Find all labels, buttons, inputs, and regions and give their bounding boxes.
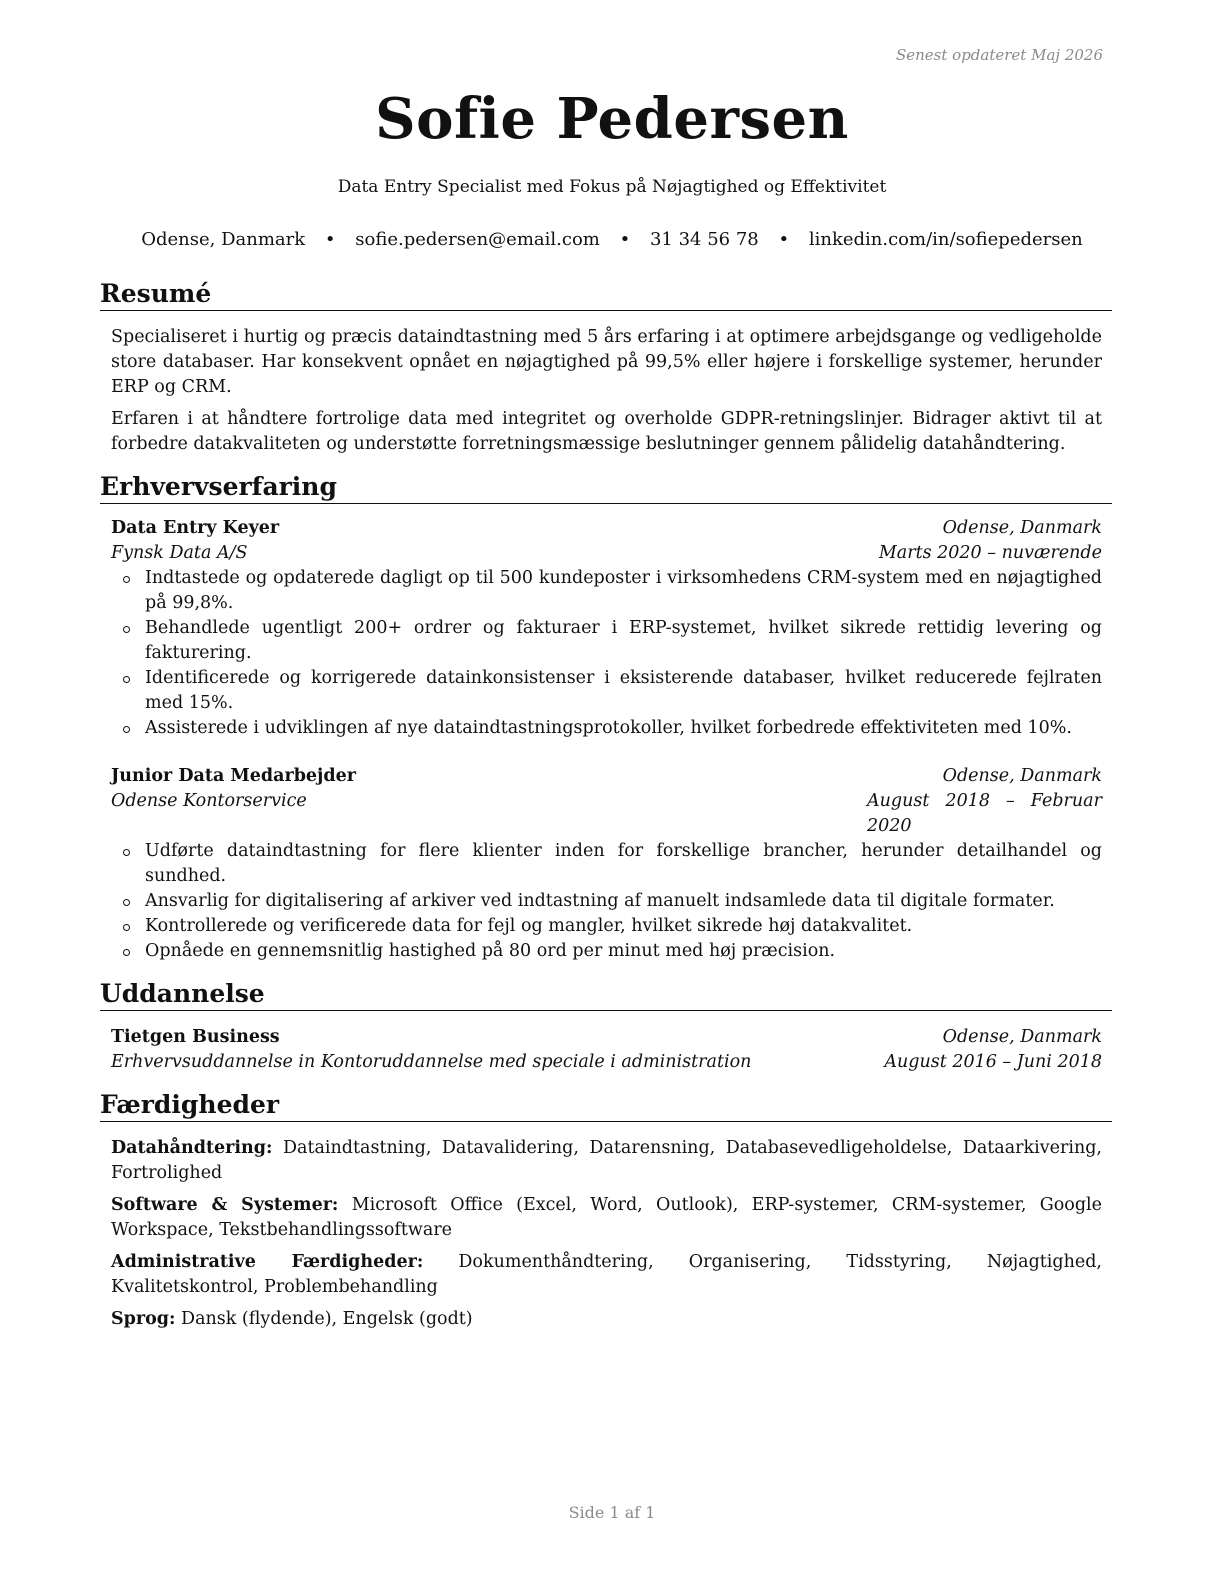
candidate-name: Sofie Pedersen [375,86,849,152]
skill-row [111,1250,1102,1300]
resume-content [100,278,1112,1332]
skill-value: Dokumenthåndtering, Organisering, Tidsstyring, Nøjagtighed, Kvalitetskontrol, Problembehandling [111,1252,1102,1297]
education-dates: August 2016 – Juni 2018 [884,1052,1102,1072]
job-bullets [111,566,1102,741]
contact-line [0,229,1224,250]
skill-label: Sprog: [111,1309,176,1329]
job-company: Odense Kontorservice [111,791,307,811]
list-item: Ansvarlig for digitalisering af arkiver ved indtastning af manuelt indsamlede data til digitale formater. [145,889,1102,914]
list-item: Kontrollerede og verificerede data for fejl og mangler, hvilket sikrede høj datakvalitet. [145,914,1102,939]
list-item: Opnåede en gennemsnitlig hastighed på 80 ord per minut med høj præcision. [145,939,1102,964]
education-school: Tietgen Business [111,1027,280,1047]
skill-value: Microsoft Office (Excel, Word, Outlook), ERP-systemer, CRM-systemer, Google Workspace, Tekstbehandlingssoftware [111,1195,1102,1240]
skills-section [100,1136,1112,1332]
list-item: Assisterede i udviklingen af nye dataindtastningsprotokoller, hvilket forbedrede effektiviteten med 10%. [145,716,1102,741]
section-title-education: Uddannelse [100,978,1112,1011]
skill-row [111,1136,1102,1186]
list-item: Identificerede og korrigerede datainkonsistenser i eksisterende databaser, hvilket reducerede fejlraten med 15%. [145,666,1102,716]
education-header [111,1025,1102,1050]
job-bullets [111,839,1102,964]
section-title-experience: Erhvervserfaring [100,471,1112,504]
contact-linkedin[interactable]: linkedin.com/in/sofiepedersen [808,229,1083,250]
job-role: Junior Data Medarbejder [111,766,356,786]
summary-section [100,325,1112,457]
section-title-summary: Resumé [100,278,1112,311]
education-degree: Erhvervsuddannelse in Kontoruddannelse med speciale i administration [111,1052,752,1072]
job-entry [111,516,1102,741]
summary-paragraph: Erfaren i at håndtere fortrolige data med integritet og overholde GDPR-retningslinjer. Bidrager aktivt til at forbedre datakvaliteten og understøtte forretningsmæssige beslutninger gennem pålidelig datahåndtering. [111,409,1102,454]
job-subheader [111,541,1102,566]
job-subheader [111,789,1102,839]
contact-location: Odense, Danmark [141,229,306,250]
job-role: Data Entry Keyer [111,518,280,538]
tagline: Data Entry Specialist med Fokus på Nøjagtighed og Effektivitet [337,177,887,197]
education-location: Odense, Danmark [942,1027,1102,1047]
experience-section [100,516,1112,964]
education-section [100,1025,1112,1075]
skill-row [111,1193,1102,1243]
skill-value: Dansk (flydende), Engelsk (godt) [181,1309,473,1329]
skill-label: Administrative Færdigheder: [111,1252,424,1272]
job-dates: August 2018 – Februar 2020 [867,791,1102,836]
last-updated: Senest opdateret Maj 2026 [895,46,1103,64]
contact-phone: 31 34 56 78 [649,229,759,250]
page-number: Side 1 af 1 [568,1503,656,1522]
skill-label: Datahåndtering: [111,1138,273,1158]
bullet-separator: • [778,229,790,250]
list-item: Udførte dataindtastning for flere klienter inden for forskellige brancher, herunder detailhandel og sundhed. [145,839,1102,889]
job-company: Fynsk Data A/S [111,543,248,563]
list-item: Indtastede og opdaterede dagligt op til 500 kundeposter i virksomhedens CRM-system med en nøjagtighed på 99,8%. [145,566,1102,616]
bullet-separator: • [619,229,631,250]
summary-paragraph: Specialiseret i hurtig og præcis dataindtastning med 5 års erfaring i at optimere arbejdsgange og vedligeholde store databaser. Har konsekvent opnået en nøjagtighed på 99,5% eller højere i forskellige systemer, herunder ERP og CRM. [111,327,1102,397]
list-item: Behandlede ugentligt 200+ ordrer og fakturaer i ERP-systemet, hvilket sikrede rettidig levering og fakturering. [145,616,1102,666]
job-header [111,516,1102,541]
skill-row [111,1307,1102,1332]
education-subheader [111,1050,1102,1075]
skill-value: Dataindtastning, Datavalidering, Datarensning, Databasevedligeholdelse, Dataarkivering, Fortrolighed [111,1138,1102,1183]
contact-email[interactable]: sofie.pedersen@email.com [355,229,600,250]
job-header [111,764,1102,789]
section-title-skills: Færdigheder [100,1089,1112,1122]
job-location: Odense, Danmark [942,518,1102,538]
job-entry [111,764,1102,964]
job-location: Odense, Danmark [942,766,1102,786]
job-dates: Marts 2020 – nuværende [878,543,1102,563]
bullet-separator: • [324,229,336,250]
skill-label: Software & Systemer: [111,1195,339,1215]
